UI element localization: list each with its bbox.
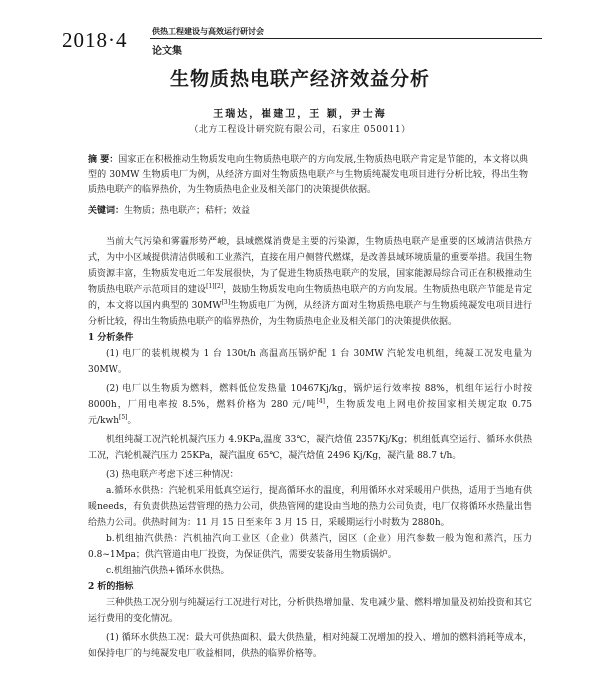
section-2-intro: 三种供热工况分别与纯凝运行工况进行对比，分析供热增加量、发电减少量、燃料增加量及初始投资和其它运行费用的变化情况。 <box>88 598 532 624</box>
condition-2 <box>88 381 532 429</box>
header-journal: 供热工程建设与高效运行研讨会 <box>152 26 264 36</box>
case-b: b.机组抽汽供热：汽机抽汽向工业区（企业）供蒸汽，园区（企业）用汽参数一般为饱和蒸汽，压力 0.8~1Mpa；供汽管道由电厂投资，为保证供汽，需要安装备用生物质锅炉。 <box>88 534 532 560</box>
case-c: c.机组抽汽供热+循环水供热。 <box>106 566 230 576</box>
intro-text-3: 生物质电厂为例，从经济方面对生物质热电联产与生物质纯凝发电项目进行分析比较，得出生物质热电联产的临界热价，为生物质热电企业及相关部门的决策提供依据。 <box>88 301 532 327</box>
ref-1-2[interactable]: [1][2] <box>206 283 224 290</box>
header-section: 论文集 <box>152 46 182 57</box>
condition-2-text-2: ，生物质发电上网电价按国家相关规定取 0.75 元/kwh <box>88 400 533 426</box>
condition-2-text-1: (2) 电厂以生物质为燃料，燃料低位发热量 10467Kj/kg，锅炉运行效率按 88%，机组年运行小时按 8000h，厂用电率按 8.5%，燃料价格为 280 元/吨 <box>88 384 532 410</box>
condition-2-text-3: 。 <box>127 416 137 426</box>
abstract <box>88 153 528 198</box>
body-text <box>88 234 532 662</box>
affiliation: （北方工程设计研究院有限公司，石家庄 050011） <box>189 125 411 135</box>
authors: 王瑞达，崔建卫，王 颖，尹士海 <box>213 109 387 120</box>
case-a: a.循环水供热：汽轮机采用低真空运行，提高循环水的温度，利用循环水对采暖用户供热，适用于当地有供暖needs，有负责供热运营管理的热力公司，供热管网的建设由当地的热力公司负责，电厂仅将循环水热量出售给热力公司。供热时间为：11 月 15 日至来年 3 月 15 日，采暖期运行小时数为 2880h。 <box>88 486 532 528</box>
turbine-parameters: 机组纯凝工况汽轮机凝汽压力 4.9KPa,温度 33℃，凝汽焓值 2357Kj/Kg；机组低真空运行、循环水供热工况，汽轮机凝汽压力 25KPa，凝汽温度 65℃，凝汽焓值 2496 Kj/Kg，凝汽量 88.7 t/h。 <box>88 435 532 461</box>
ref-3[interactable]: [3] <box>221 299 231 306</box>
condition-1: (1) 电厂的装机规模为 1 台 130t/h 高温高压锅炉配 1 台 30MW 汽轮发电机组，纯凝工况发电量为 30MW。 <box>88 349 532 375</box>
header-rule <box>150 38 542 39</box>
header-year: 2018·4 <box>62 28 128 52</box>
intro-text-1: 当前大气污染和雾霾形势严峻，县域燃煤消费是主要的污染源，生物质热电联产是重要的区域清洁供热方式，为中小区域提供清洁供暖和工业蒸汽，直接在用户侧替代燃煤，是改善县域环境质量的重要举措。我国生物质资源丰富，生物质发电近二年发展很快，为了促进生物质热电联产的发展，国家能源局综合司正在积极推动生物质热电联产示范项目的建设 <box>88 237 532 295</box>
ref-4[interactable]: [4] <box>316 398 325 405</box>
abstract-label: 摘 要： <box>88 155 119 165</box>
paper-title: 生物质热电联产经济效益分析 <box>169 68 430 90</box>
intro-paragraph <box>88 234 532 330</box>
keywords-label: 关键词： <box>88 206 125 216</box>
section-1-heading: 1 分析条件 <box>88 333 134 343</box>
condition-3: (3) 热电联产考虑下述三种情况： <box>106 470 239 480</box>
keywords <box>88 203 528 216</box>
section-2-heading: 2 析的指标 <box>88 582 134 592</box>
keywords-text: 生物质；热电联产；秸杆；效益 <box>124 206 251 216</box>
intro-text-2: ，鼓励生物质发电向生物质热电联产的方向发展。生物质热电联产节能是肯定的，本文将以国内典型的 30MW <box>88 285 532 311</box>
abstract-text: 国家正在积极推动生物质发电向生物质热电联产的方向发展,生物质热电联产肯定是节能的，本文将以典型的 30MW 生物质电厂为例，从经济方面对生物质热电联产与生物质纯凝发电项目进行分析比较，得出生物质热电联产的临界热价，为生物质热电企业及相关部门的决策提供依据。 <box>88 155 528 195</box>
section-2-item-1: (1) 循环水供热工况：最大可供热面积、最大供热量，相对纯凝工况增加的投入、增加的燃料消耗等成本，如保持电厂的与纯凝发电厂收益相同，供热的临界价格等。 <box>88 633 532 659</box>
ref-5[interactable]: [5] <box>119 414 128 421</box>
